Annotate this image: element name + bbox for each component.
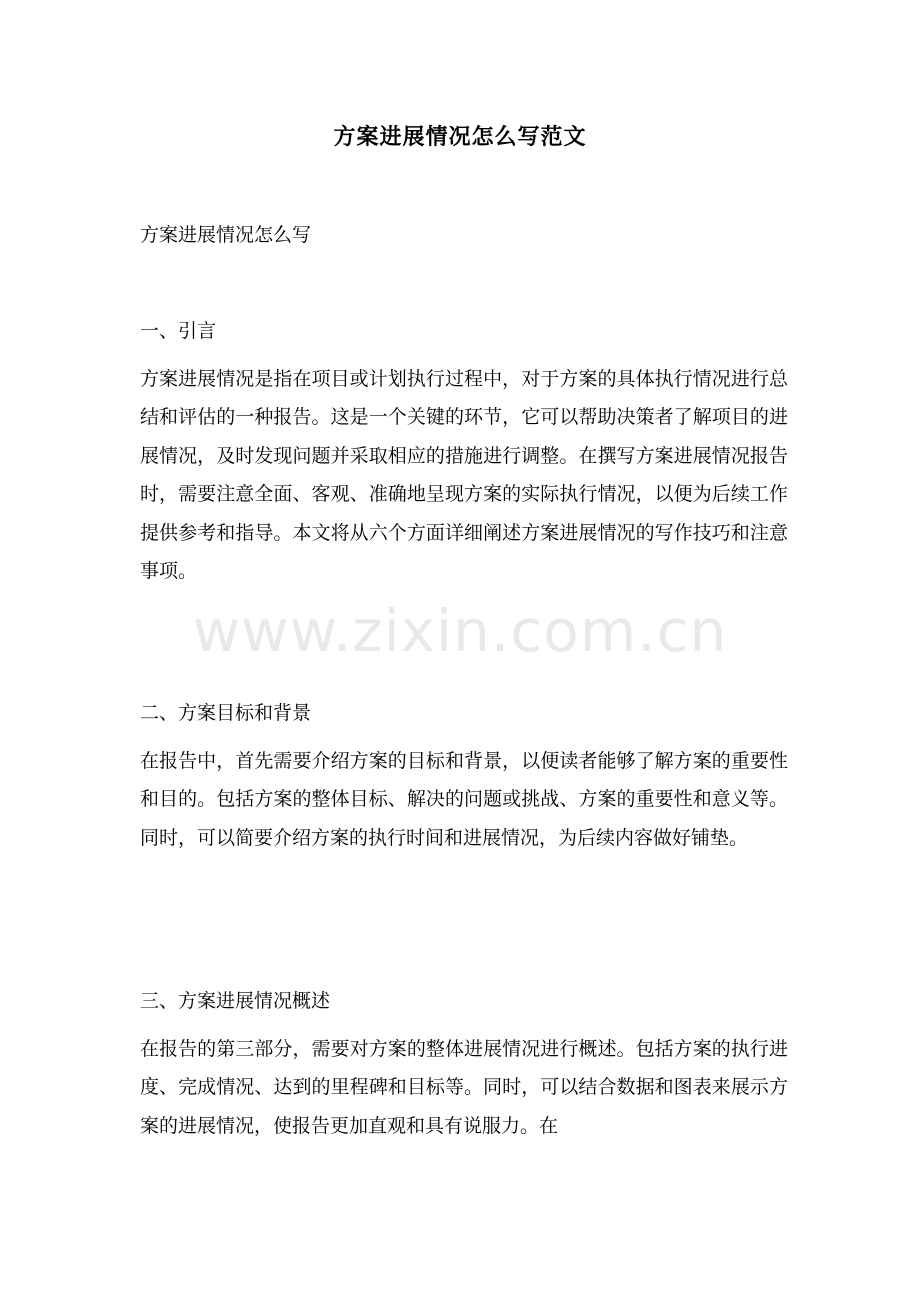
section-body-intro: 方案进展情况是指在项目或计划执行过程中，对于方案的具体执行情况进行总结和评估的一种报告。这是一个关键的环节，它可以帮助决策者了解项目的进展情况，及时发现问题并采取相应的措施进行调整。在撰写方案进展情况报告时，需要注意全面、客观、准确地呈现方案的实际执行情况，以便为后续工作提供参考和指导。本文将从六个方面详细阐述方案进展情况的写作技巧和注意事项。 bbox=[140, 368, 788, 583]
document-subtitle: 方案进展情况怎么写 bbox=[140, 224, 312, 246]
section-heading-overview: 三、方案进展情况概述 bbox=[140, 990, 331, 1012]
section-heading-intro: 一、引言 bbox=[140, 320, 217, 342]
document-title: 方案进展情况怎么写范文 bbox=[333, 124, 587, 150]
watermark: www.zixin.com.cn bbox=[192, 597, 728, 665]
section-body-goals: 在报告中，首先需要介绍方案的目标和背景，以便读者能够了解方案的重要性和目的。包括方案的整体目标、解决的问题或挑战、方案的重要性和意义等。同时，可以简要介绍方案的执行时间和进展情况，为后续内容做好铺垫。 bbox=[140, 750, 788, 849]
section-heading-goals: 二、方案目标和背景 bbox=[140, 702, 312, 724]
section-body-overview: 在报告的第三部分，需要对方案的整体进展情况进行概述。包括方案的执行进度、完成情况、达到的里程碑和目标等。同时，可以结合数据和图表来展示方案的进展情况，使报告更加直观和具有说服力。在 bbox=[140, 1038, 788, 1137]
